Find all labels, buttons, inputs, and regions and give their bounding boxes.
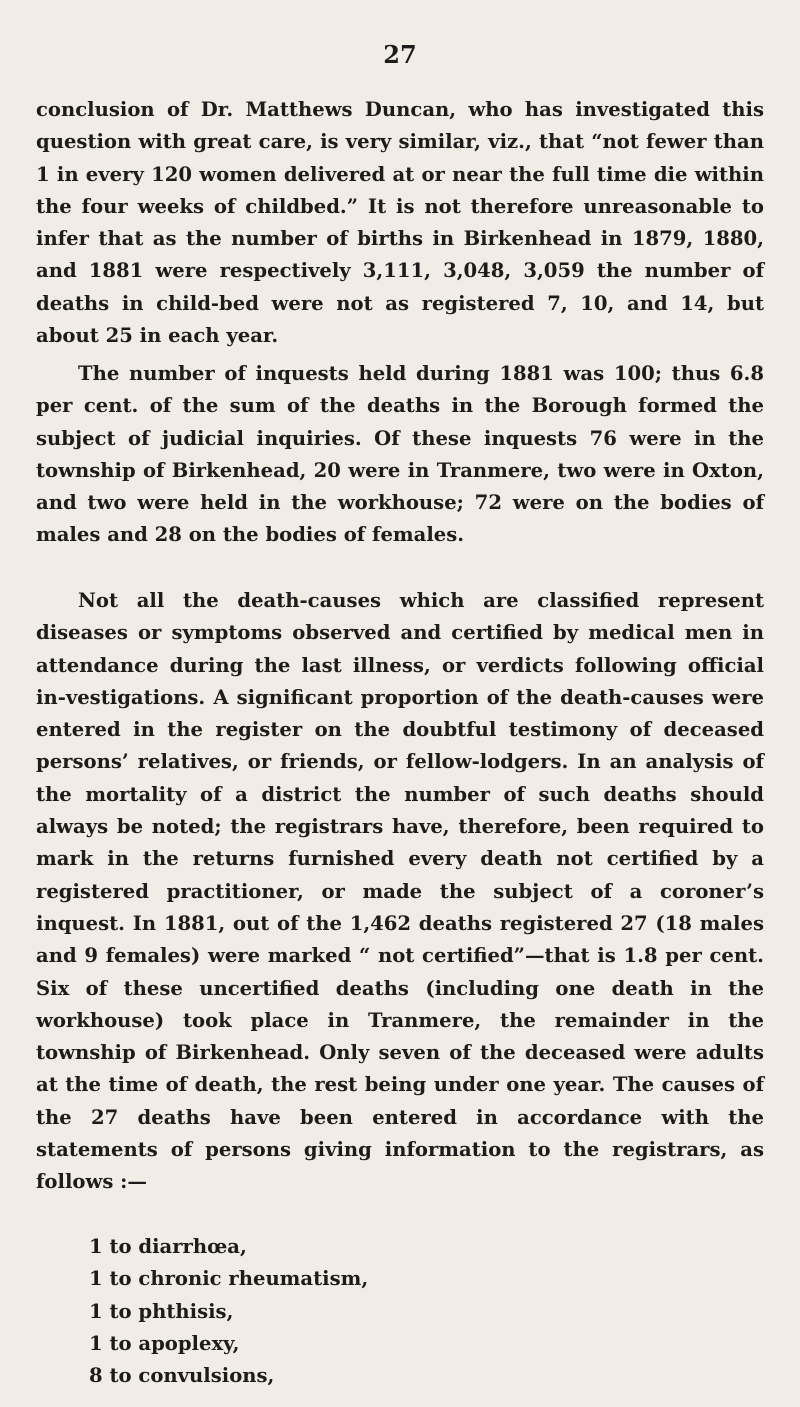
paragraph-text: conclusion of Dr. Matthews Duncan, who has investigated this question with great care, is very similar, viz., that “not fewer than 1 in every 120 women delivered at or near the full time die within the four weeks of childbed.” It is not therefore unreasonable to infer that as the number of births in Birkenhead in 1879, 1880, and 1881 were respectively 3,111, 3,048, 3,059 the number of deaths in child-bed were not as registered 7, 10, and 14, but about 25 in each year. — [36, 98, 764, 348]
paragraph-text: The number of inquests held during 1881 was 100; thus 6.8 per cent. of the sum of the deaths in the Borough formed the subject of judicial inquiries. Of these inquests 76 were in the township of Birkenhead, 20 were in Tranmere, two were in Oxton, and two were held in the workhouse; 72 were on the bodies of males and 28 on the bodies of females. — [36, 362, 764, 547]
list-item: 1 to phthisis, — [89, 1299, 234, 1323]
paragraph-inquests — [36, 358, 764, 552]
paragraph-uncertified-deaths — [36, 585, 764, 1199]
list-item: 1 to diarrhœa, — [89, 1235, 247, 1258]
list-item: 1 to apoplexy, — [89, 1331, 240, 1355]
paragraph-text: Not all the death-causes which are classified represent diseases or symptoms observed and certified by medical men in attendance during the last illness, or verdicts following official in-vestigations. A significant proportion of the death-causes were entered in the register on the doubtful testimony of deceased persons’ relatives, or friends, or fellow-lodgers. In an analysis of the mortality of a district the number of such deaths should always be noted; the registrars have, therefore, been required to mark in the returns furnished every death not certified by a registered practitioner, or made the subject of a coroner’s inquest. In 1881, out of the 1,462 deaths registered 27 (18 males and 9 females) were marked “ not certified”—that is 1.8 per cent. Six of these uncertified deaths (including one death in the workhouse) took place in Tranmere, the remainder in the township of Birkenhead. Only seven of the deceased were adults at the time of death, the rest being under one year. The causes of the 27 deaths have been entered in accordance with the statements of persons giving information to the registrars, as follows :— — [36, 589, 764, 1194]
list-item: 8 to convulsions, — [89, 1364, 275, 1388]
list-item: 1 to chronic rheumatism, — [89, 1267, 369, 1291]
page-number: 27 — [383, 40, 417, 69]
paragraph-childbed-mortality — [36, 94, 764, 352]
causes-list — [89, 1231, 368, 1392]
